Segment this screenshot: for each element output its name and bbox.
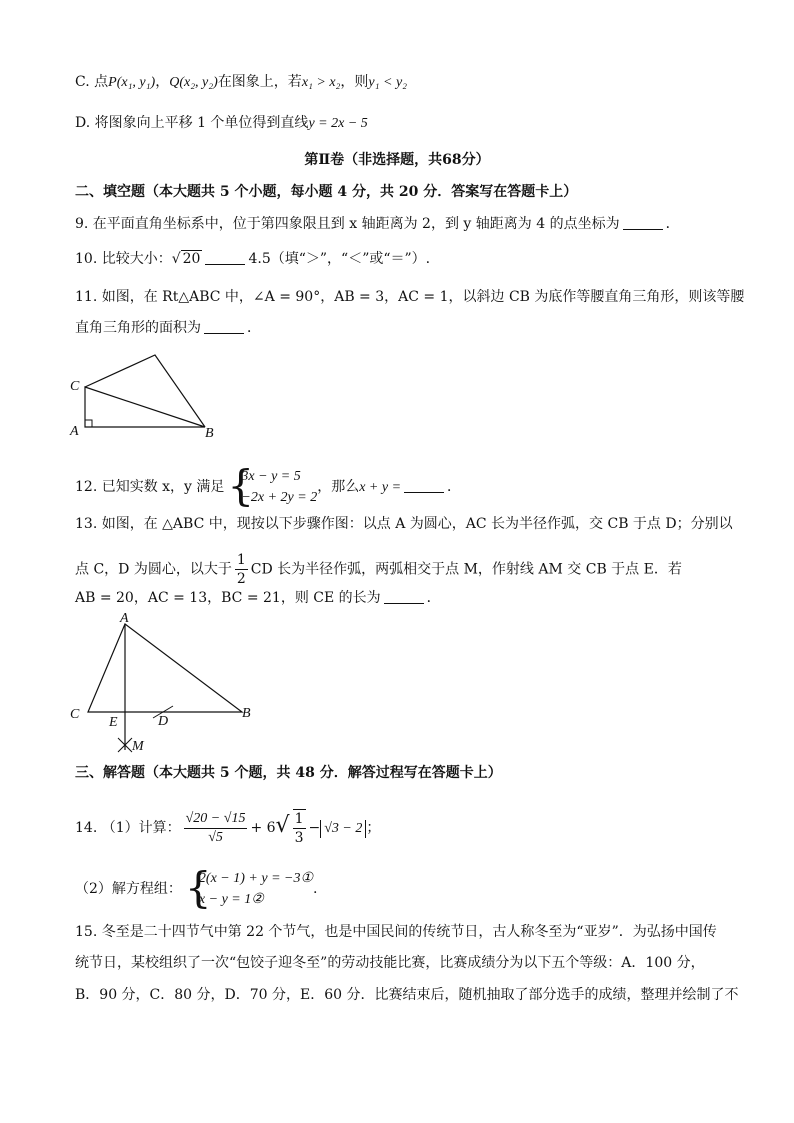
answer-blank (205, 250, 245, 265)
question-10 (75, 249, 430, 269)
question-9 (75, 214, 680, 234)
section2-heading: 二、填空题（本大题共 5 个小题，每小题 4 分，共 20 分．答案写在答题卡上） (75, 184, 578, 200)
question-10-after: 4.5（填“＞”，“＜”或“＝”）. (248, 251, 431, 267)
label-c: C (70, 707, 80, 722)
question-15-line2: 统节日，某校组织了一次“包饺子迎冬至”的劳动技能比赛，比赛成绩分为以下五个等级：A．100 分， (75, 955, 705, 971)
question-11-end: ． (247, 320, 261, 336)
question-13-line2 (75, 551, 682, 588)
question-13-text-b: CD 长为半径作弧，两弧相交于点 M，作射线 AM 交 CB 于点 E．若 (250, 561, 682, 578)
brace: { (227, 461, 255, 510)
question-13-end: ． (426, 590, 441, 606)
question-12-mid: ，那么 (317, 479, 360, 495)
sqrt-radicand: 20 (182, 251, 201, 267)
question-12-prefix: 12. 已知实数 x，y 满足 (75, 479, 225, 495)
section3-heading: 三、解答题（本大题共 5 个题，共 48 分．解答过程写在答题卡上） (75, 765, 502, 781)
sqrt-sign: √ (275, 813, 290, 838)
fraction-denominator: √5 (208, 829, 223, 845)
answer-blank (404, 478, 444, 493)
question-11-line2 (75, 318, 261, 338)
equation-1: 3x − y = 5 (241, 469, 301, 484)
equation-2: x − y = 1② (198, 892, 264, 907)
question-12 (75, 461, 462, 510)
separator: ， (155, 74, 170, 90)
option-c (75, 72, 407, 93)
fraction-numerator: 1 (294, 811, 304, 827)
option-d (75, 113, 368, 134)
option-c-then: ，则 (340, 74, 369, 90)
question-14-part2 (75, 863, 318, 912)
question-10-prefix: 10. 比较大小： (75, 251, 172, 267)
point-p: P (108, 75, 117, 90)
label-e: E (109, 715, 118, 730)
figure-13 (65, 610, 265, 760)
equation-1: 2(x − 1) + y = −3① (198, 871, 314, 886)
question-15-line3: B．90 分，C．80 分，D．70 分，E．60 分．比赛结束后，随机抽取了部分选手的成绩，整理并绘制了不 (75, 987, 739, 1003)
fraction-half (235, 551, 248, 588)
question-12-expr: x + y = (359, 480, 402, 495)
absolute-value: √3 − 2 (320, 820, 366, 838)
question-12-end: ． (447, 479, 462, 495)
isosceles-right-triangle (85, 355, 205, 427)
fraction-denominator: 3 (294, 830, 304, 846)
question-13-line3 (75, 588, 441, 608)
option-c-prefix: C. 点 (75, 74, 109, 90)
minus-sign: − (308, 820, 321, 836)
brace: { (184, 863, 212, 912)
question-11-text: 直角三角形的面积为 (75, 320, 201, 336)
label-a: A (70, 424, 79, 439)
triangle-abc (88, 624, 242, 712)
point-p-coords: (x₁, y₁) (116, 75, 156, 90)
question-14-part1 (75, 806, 380, 848)
part2-title: 第Ⅱ卷（非选择题，共68分） (304, 152, 490, 168)
answer-blank (623, 215, 663, 230)
equation-system (227, 461, 318, 510)
triangle-abc (85, 387, 205, 427)
question-13-text-c: AB = 20，AC = 13，BC = 21，则 CE 的长为 (75, 590, 381, 606)
answer-blank (384, 589, 424, 604)
question-15-line1: 15. 冬至是二十四节气中第 22 个节气，也是中国民间的传统节日，古人称冬至为“亚岁”．为弘扬中国传 (75, 924, 717, 940)
answer-blank (204, 319, 244, 334)
right-angle-mark (85, 420, 92, 427)
point-q-coords: (x₂, y₂) (179, 75, 218, 90)
option-d-equation: y = 2x − 5 (308, 116, 368, 131)
question-14-prefix: 14. （1）计算： (75, 820, 181, 836)
label-c: C (70, 379, 80, 394)
label-m: M (132, 739, 144, 754)
label-b: B (205, 426, 214, 440)
question-9-text: 9. 在平面直角坐标系中，位于第四象限且到 x 轴距离为 2，到 y 轴距离为 4 的点坐标为 (75, 216, 620, 232)
fraction-one-third (293, 809, 306, 847)
question-13-text-a: 点 C，D 为圆心，以大于 (75, 561, 232, 578)
option-c-middle: 在图象上，若 (217, 74, 302, 90)
figure-11 (60, 350, 230, 440)
fraction-numerator: 1 (236, 552, 246, 568)
option-d-prefix: D. 将图象向上平移 1 个单位得到直线 (75, 115, 309, 131)
equation-system (184, 863, 314, 912)
question-9-end: ． (665, 216, 680, 232)
label-a: A (120, 611, 129, 626)
question-11-line1: 11. 如图，在 Rt△ABC 中，∠A = 90°，AB = 3，AC = 1，以斜边 CB 为底作等腰直角三角形，则该等腰 (75, 289, 745, 305)
label-b: B (242, 706, 251, 721)
fraction-denominator: 2 (236, 571, 246, 587)
plus-six: + 6 (250, 820, 276, 836)
label-d: D (158, 714, 169, 729)
question-14-part2-prefix: （2）解方程组： (75, 881, 182, 897)
option-c-result: y₁ < y₂ (368, 75, 408, 90)
option-c-condition: x₁ > x₂ (301, 75, 341, 90)
point-q: Q (169, 75, 180, 90)
question-14-part1-end: ； (366, 820, 381, 836)
equation-2: −2x + 2y = 2 (241, 490, 318, 505)
question-13-line1: 13. 如图，在 △ABC 中，现按以下步骤作图：以点 A 为圆心，AC 长为半径作弧，交 CB 于点 D；分别以 (75, 516, 733, 532)
question-14-part2-end: . (313, 881, 318, 897)
fraction-numerator: √20 − √15 (184, 810, 248, 829)
sqrt-sign: √ (171, 251, 181, 267)
fraction-radicals (184, 810, 248, 847)
